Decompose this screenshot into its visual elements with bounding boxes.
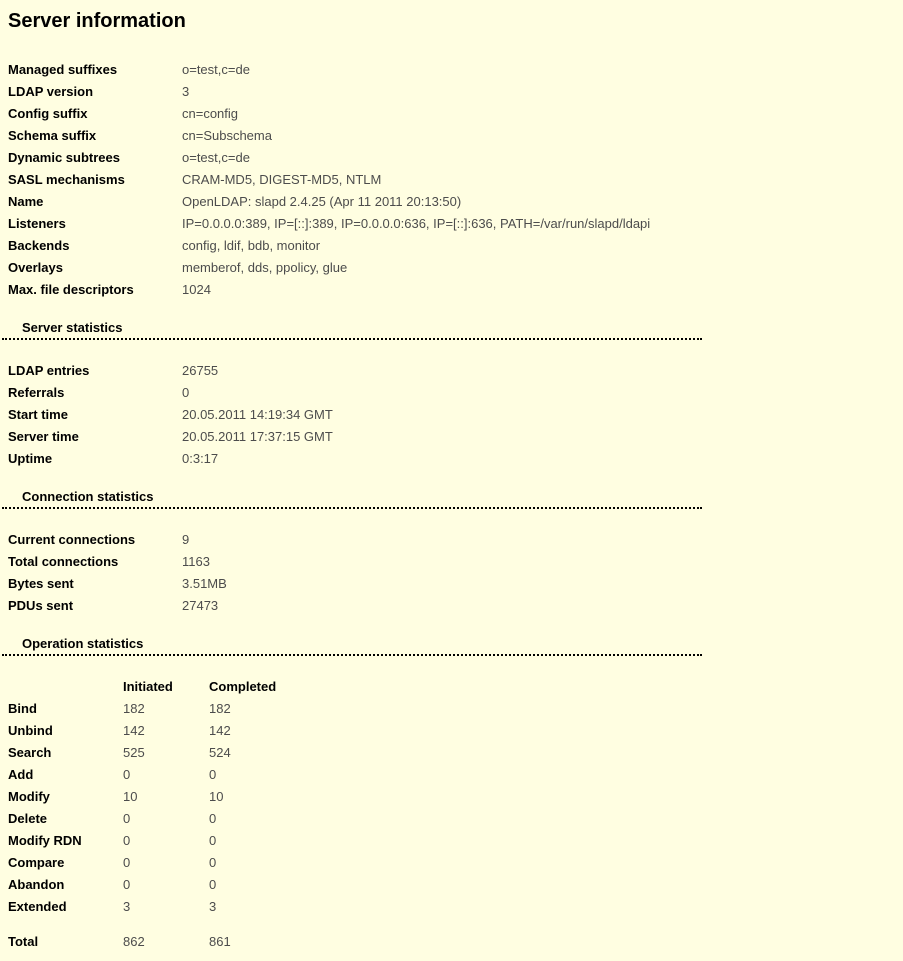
ops-row bbox=[8, 896, 895, 918]
stat-label: Total connections bbox=[8, 554, 119, 569]
stat-row bbox=[8, 551, 895, 573]
info-row bbox=[8, 169, 895, 191]
info-label: Name bbox=[8, 194, 44, 209]
info-value: o=test,c=de bbox=[182, 62, 250, 77]
ops-label: Delete bbox=[8, 811, 48, 826]
ops-completed: 0 bbox=[209, 877, 217, 892]
ops-row bbox=[8, 808, 895, 830]
info-row bbox=[8, 191, 895, 213]
connection-statistics-list bbox=[8, 529, 895, 617]
stat-row bbox=[8, 448, 895, 470]
page-title: Server information bbox=[8, 10, 186, 32]
ops-header-row bbox=[8, 676, 895, 698]
info-value: memberof, dds, ppolicy, glue bbox=[182, 260, 348, 275]
stat-value: 1163 bbox=[182, 554, 210, 569]
ops-completed: 0 bbox=[209, 811, 217, 826]
stat-label: Server time bbox=[8, 429, 79, 444]
info-row bbox=[8, 59, 895, 81]
ops-label: Abandon bbox=[8, 877, 65, 892]
section-heading-connection-statistics: Connection statistics bbox=[2, 489, 702, 509]
stat-row bbox=[8, 573, 895, 595]
stat-label: Bytes sent bbox=[8, 576, 74, 591]
stat-label: LDAP entries bbox=[8, 363, 90, 378]
stat-value: 26755 bbox=[182, 363, 219, 378]
info-label: Listeners bbox=[8, 216, 66, 231]
ops-row bbox=[8, 764, 895, 786]
ops-label: Unbind bbox=[8, 723, 53, 738]
ops-initiated: 0 bbox=[123, 767, 131, 782]
ops-row bbox=[8, 852, 895, 874]
ops-row bbox=[8, 874, 895, 896]
info-value: 3 bbox=[182, 84, 190, 99]
ops-initiated: 0 bbox=[123, 833, 131, 848]
ops-initiated: 0 bbox=[123, 855, 131, 870]
info-row bbox=[8, 235, 895, 257]
stat-value: 20.05.2011 14:19:34 GMT bbox=[182, 407, 333, 422]
ops-label: Compare bbox=[8, 855, 65, 870]
stat-row bbox=[8, 595, 895, 617]
ops-initiated: 0 bbox=[123, 877, 131, 892]
ops-row bbox=[8, 830, 895, 852]
ops-initiated: 182 bbox=[123, 701, 145, 716]
ops-initiated: 10 bbox=[123, 789, 138, 804]
ops-initiated: 0 bbox=[123, 811, 131, 826]
ops-row bbox=[8, 786, 895, 808]
info-row bbox=[8, 103, 895, 125]
ops-header-completed: Completed bbox=[209, 679, 277, 694]
info-row bbox=[8, 279, 895, 301]
stat-label: Uptime bbox=[8, 451, 53, 466]
stat-row bbox=[8, 426, 895, 448]
ops-row bbox=[8, 720, 895, 742]
section-heading-operation-statistics: Operation statistics bbox=[2, 636, 702, 656]
operation-statistics-table bbox=[8, 676, 895, 953]
info-value: o=test,c=de bbox=[182, 150, 250, 165]
info-row bbox=[8, 81, 895, 103]
info-label: Managed suffixes bbox=[8, 62, 118, 77]
ops-label: Modify bbox=[8, 789, 50, 804]
info-label: Backends bbox=[8, 238, 70, 253]
info-label: Config suffix bbox=[8, 106, 88, 121]
info-label: Dynamic subtrees bbox=[8, 150, 120, 165]
stat-value: 9 bbox=[182, 532, 190, 547]
stat-value: 3.51MB bbox=[182, 576, 227, 591]
stat-label: Start time bbox=[8, 407, 68, 422]
stat-row bbox=[8, 404, 895, 426]
section-heading-server-statistics: Server statistics bbox=[2, 320, 702, 340]
info-value: IP=0.0.0.0:389, IP=[::]:389, IP=0.0.0.0:636, IP=[::]:636, PATH=/var/run/slapd/ldapi bbox=[182, 216, 651, 231]
ops-label: Extended bbox=[8, 899, 67, 914]
stat-label: Referrals bbox=[8, 385, 65, 400]
info-value: OpenLDAP: slapd 2.4.25 (Apr 11 2011 20:13:50) bbox=[182, 194, 462, 209]
ops-total-initiated: 862 bbox=[123, 934, 145, 949]
info-label: Overlays bbox=[8, 260, 63, 275]
stat-row bbox=[8, 382, 895, 404]
ops-completed: 0 bbox=[209, 767, 217, 782]
info-value: cn=config bbox=[182, 106, 239, 121]
ops-completed: 0 bbox=[209, 855, 217, 870]
ops-label: Add bbox=[8, 767, 34, 782]
ops-completed: 182 bbox=[209, 701, 231, 716]
info-label: SASL mechanisms bbox=[8, 172, 125, 187]
ops-initiated: 3 bbox=[123, 899, 131, 914]
server-info-list bbox=[8, 59, 895, 301]
ops-total-row bbox=[8, 931, 895, 953]
info-row bbox=[8, 147, 895, 169]
stat-row bbox=[8, 360, 895, 382]
ops-initiated: 525 bbox=[123, 745, 145, 760]
ops-completed: 524 bbox=[209, 745, 231, 760]
ops-label: Search bbox=[8, 745, 52, 760]
info-value: CRAM-MD5, DIGEST-MD5, NTLM bbox=[182, 172, 382, 187]
stat-label: Current connections bbox=[8, 532, 136, 547]
stat-value: 0:3:17 bbox=[182, 451, 219, 466]
server-statistics-list bbox=[8, 360, 895, 470]
ops-completed: 3 bbox=[209, 899, 217, 914]
info-row bbox=[8, 125, 895, 147]
info-value: 1024 bbox=[182, 282, 211, 297]
info-value: config, ldif, bdb, monitor bbox=[182, 238, 321, 253]
stat-value: 0 bbox=[182, 385, 190, 400]
ops-label: Modify RDN bbox=[8, 833, 82, 848]
ops-header-initiated: Initiated bbox=[123, 679, 173, 694]
stat-row bbox=[8, 529, 895, 551]
ops-row bbox=[8, 698, 895, 720]
ops-completed: 0 bbox=[209, 833, 217, 848]
info-row bbox=[8, 213, 895, 235]
stat-value: 20.05.2011 17:37:15 GMT bbox=[182, 429, 333, 444]
stat-label: PDUs sent bbox=[8, 598, 74, 613]
info-value: cn=Subschema bbox=[182, 128, 272, 143]
ops-label: Bind bbox=[8, 701, 37, 716]
info-label: Max. file descriptors bbox=[8, 282, 134, 297]
ops-initiated: 142 bbox=[123, 723, 145, 738]
info-label: LDAP version bbox=[8, 84, 94, 99]
ops-completed: 10 bbox=[209, 789, 224, 804]
ops-total-label: Total bbox=[8, 934, 39, 949]
stat-value: 27473 bbox=[182, 598, 219, 613]
info-row bbox=[8, 257, 895, 279]
ops-row bbox=[8, 742, 895, 764]
info-label: Schema suffix bbox=[8, 128, 97, 143]
ops-total-completed: 861 bbox=[209, 934, 231, 949]
ops-completed: 142 bbox=[209, 723, 231, 738]
